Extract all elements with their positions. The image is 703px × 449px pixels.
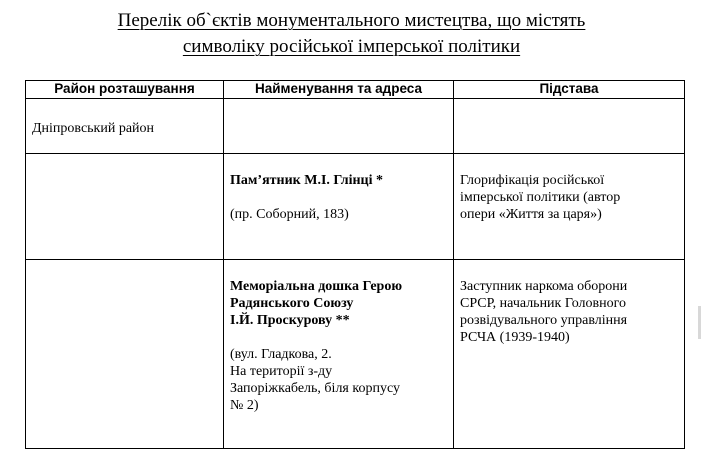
object-name: Пам’ятник М.І. Глінці *: [230, 173, 383, 188]
object-cell: [224, 260, 454, 449]
reason-cell: [454, 260, 685, 449]
title-line-1: Перелік об`єктів монументального мистецтва, що містять: [117, 10, 586, 31]
table-row: [26, 154, 685, 260]
object-name-line: Меморіальна дошка Герою: [230, 279, 403, 294]
reason-cell: [454, 154, 685, 260]
empty-cell: [224, 99, 454, 154]
empty-cell: [26, 260, 224, 449]
object-name-line: І.Й. Проскурову **: [230, 313, 350, 328]
object-address-line: Запоріжкабель, біля корпусу: [230, 381, 400, 396]
scrollbar-fragment: [698, 306, 701, 339]
object-address-line: (вул. Гладкова, 2.: [230, 347, 332, 362]
reason-line: опери «Життя за царя»): [460, 207, 602, 222]
object-name-line: Радянського Союзу: [230, 296, 354, 311]
table-header-row: [26, 81, 685, 99]
table-row: [26, 260, 685, 449]
header-district: Район розташування: [26, 81, 224, 99]
object-address-line: № 2): [230, 398, 259, 413]
reason-line: Заступник наркома оборони: [460, 279, 628, 294]
table-row: [26, 99, 685, 154]
object-cell: [224, 154, 454, 260]
reason-line: імперської політики (автор: [460, 190, 621, 205]
empty-cell: [454, 99, 685, 154]
monuments-table: [25, 80, 685, 449]
reason-line: Глорифікація російської: [460, 173, 605, 188]
reason-line: розвідувального управління: [460, 313, 628, 328]
header-name-address: Найменування та адреса: [224, 81, 454, 99]
title-line-2: символіку російської імперської політики: [182, 36, 521, 57]
reason-line: РСЧА (1939-1940): [460, 330, 570, 345]
empty-cell: [26, 154, 224, 260]
header-reason: Підстава: [454, 81, 685, 99]
object-address: (пр. Соборний, 183): [230, 207, 349, 222]
object-address-line: На території з-ду: [230, 364, 333, 379]
district-cell: Дніпровський район: [26, 99, 224, 154]
document-title: [0, 8, 703, 60]
reason-line: СРСР, начальник Головного: [460, 296, 627, 311]
